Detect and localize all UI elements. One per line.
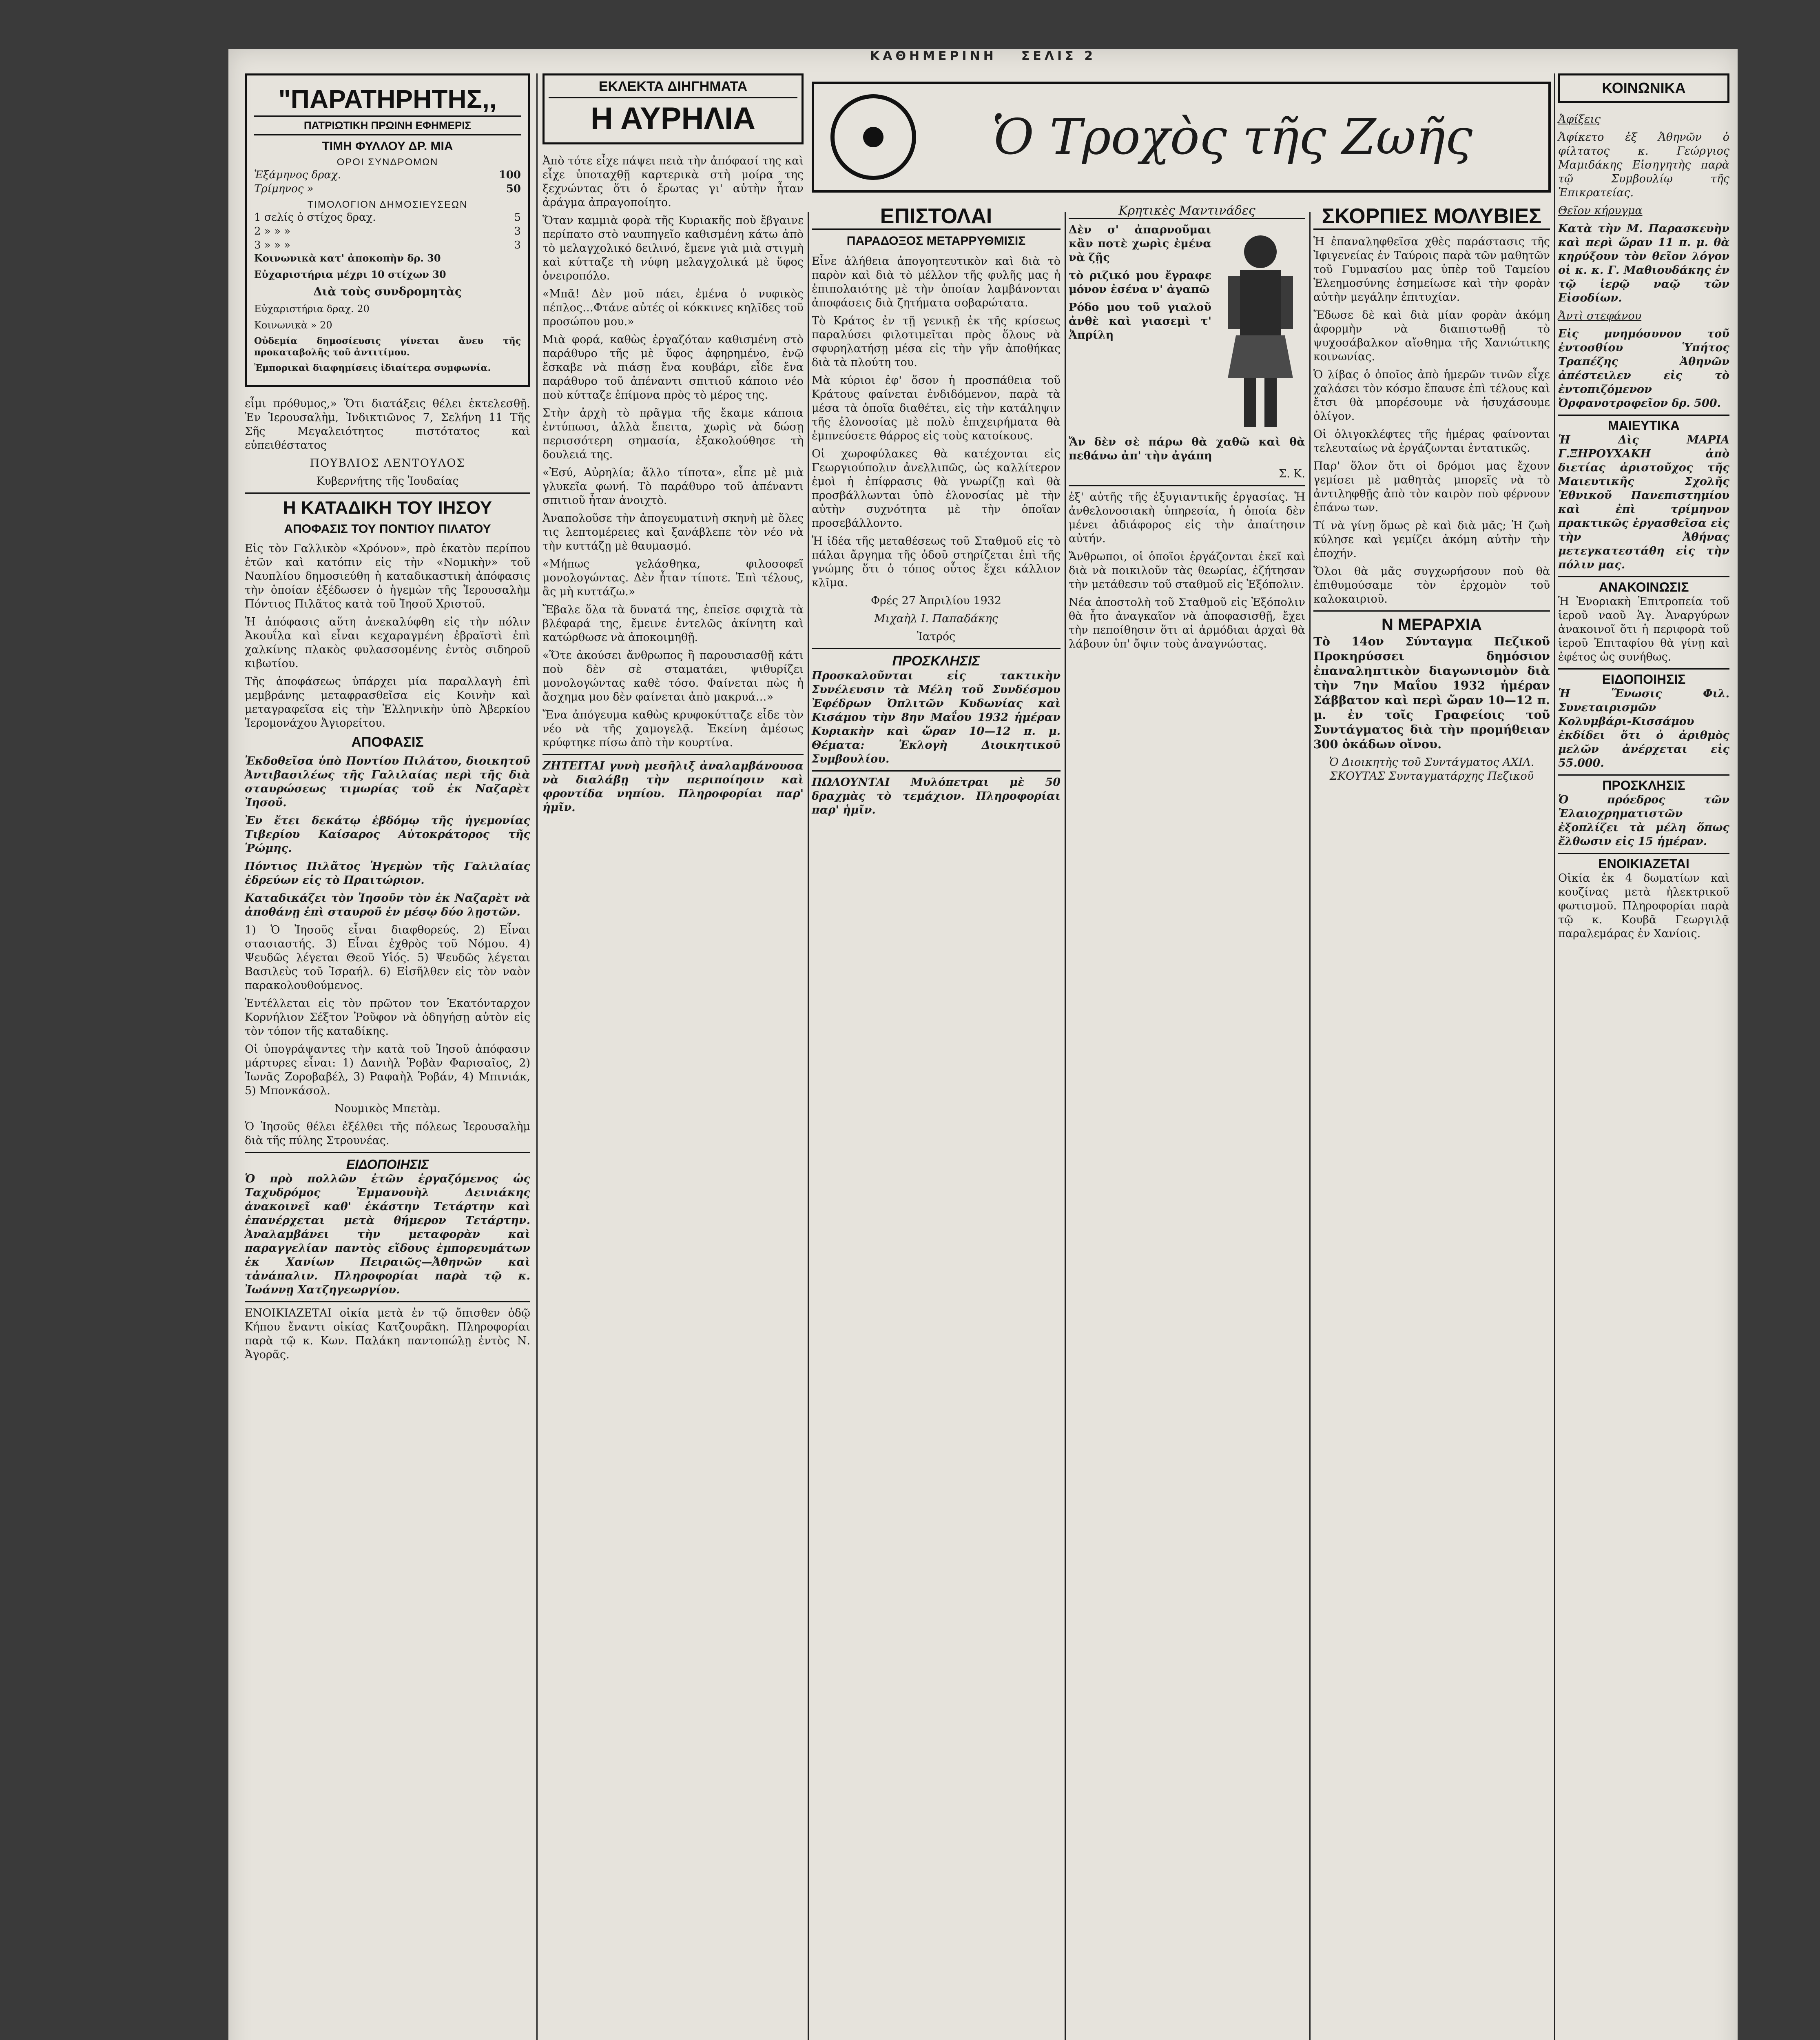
story-paragraph: Ὅταν καμμιὰ φορὰ τῆς Κυριακῆς ποὺ ἔβγαινε περίπατο στὸ ναυπηγεῖο καθισμένη κάτω ἀπὸ τὸ μελαγχολικό δειλινό, ἔμενε γιὰ μιὰ στιγμὴ καὶ κύτταζε τὴ νύφη μελαγχολικά μὲ ὕφος ὀνειροπόλο. [542, 214, 804, 282]
ad-rate-value: 3 [514, 239, 521, 251]
col1-paragraph: Ἡ ἀπόφασις αὕτη ἀνεκαλύφθη εἰς τὴν πόλιν Ἀκουΐλα καὶ εἶναι κεχαραγμένη ἐβραϊστὶ ἐπὶ χαλκίνης πλακὸς φυλασσομένης ἐντὸς σιδηροῦ κιβωτίου. [245, 616, 530, 670]
masthead-title: "ΠΑΡΑΤΗΡΗΤΗΣ,, [278, 84, 497, 114]
col1-heading: Η ΚΑΤΑΔΙΚΗ ΤΟΥ ΙΗΣΟΥ [283, 498, 492, 518]
story-paragraph: Μιὰ φορά, καθὼς ἐργαζόταν καθισμένη στὸ παράθυρο τῆς μὲ ὕφος ἀφηρημένο, ἐνῷ ἔσκαβε νὰ πιάσῃ ἔνα κουβάρι, εἶδε ἔνα παράθυρο τοῦ ἀπέναντι σπιτιοῦ κάποιο νέο ποὺ κύτταζε ἐπίμονα πρὸς τὸ μέρος της. [542, 333, 804, 401]
col1-lead-text: εἶμι πρόθυμος,» Ὅτι διατάξεις θέλει ἐκτελεσθῇ. Ἐν Ἱερουσαλὴμ, Ἰνδικτιῶνος 7, Σελήνη 11 Τῆς Σῆς Μεγαλειότητος πιστότατος καὶ εὐπειθέστατος [245, 397, 530, 452]
masthead-note: Ἐμπορικαὶ διαφημίσεις ἰδιαίτερα συμφωνία. [254, 363, 491, 373]
column-rule [808, 212, 809, 2040]
col1-paragraph: Τῆς ἀποφάσεως ὑπάρχει μία παραλλαγὴ ἐπὶ μεμβράνης μεταφρασθεῖσα εἰς Κοινὴν καὶ μεταγραφεῖσα εἰς τὴν Ἑλληνικὴν ὑπὸ Ἀβερκίου Ἱερομονάχου Ἀγιορείτου. [245, 675, 530, 730]
notice-title: ΕΙΔΟΠΟΙΗΣΙΣ [346, 1157, 429, 1172]
scattered-paragraph: Ὅλοι θὰ μᾶς συγχωρήσουν ποὺ θὰ ἐπιθυμούσαμε τὸν ἐρχομὸν τοῦ καλοκαιριοῦ. [1313, 565, 1550, 605]
top-strip-left: ΚΑΘΗΜΕΡΙΝΗ [870, 49, 997, 63]
ad-rate-label: 2 » » » [254, 225, 291, 237]
scattered-heading: ΣΚΟΡΠΙΕΣ ΜΟΛΥΒΙΕΣ [1313, 204, 1550, 230]
letters-paragraph: Τὸ Κράτος ἐν τῇ γενικῇ ἐκ τῆς κρίσεως παραλύσει φιλοτιμεῖται πρὸς ὅλους νὰ σφυρηλατήσῃ μέσα εἰς τὴν γῆν ἀποθήκας διὰ τὰ πλούτη του. [812, 315, 1061, 369]
divider [1313, 610, 1550, 612]
letters-sign-name: Μιχαὴλ Ι. Παπαδάκης [874, 612, 998, 625]
social-section-title: ΕΙΔΟΠΟΙΗΣΙΣ [1558, 668, 1729, 687]
social-section [1558, 204, 1729, 305]
apofasis-paragraph: Ἐκδοθεῖσα ὑπὸ Ποντίου Πιλάτου, διοικητοῦ Ἀντιβασιλέως τῆς Γαλιλαίας περὶ τῆς διὰ σταυρώσεως τιμωρίας τοῦ ἐκ Ναζαρὲτ Ἰησοῦ. [245, 755, 530, 809]
col1-signature: ΠΟΥΒΛΙΟΣ ΛΕΝΤΟΥΛΟΣ [310, 457, 465, 470]
letters-paragraph: Ἡ ἰδέα τῆς μεταθέσεως τοῦ Σταθμοῦ εἰς τὸ πάλαι ἄργημα τῆς ὁδοῦ στηρίζεται ἐπὶ τῆς γνώμης ὅτι ὁ τόπος οὗτος ἔχει κάλλιον κλῖμα. [812, 535, 1061, 589]
wheel-icon [830, 94, 916, 180]
rent-notice: ΕΝΟΙΚΙΑΖΕΤΑΙ οἰκία μετὰ ἐν τῷ ὄπισθεν ὁδῷ Κήπου ἔναντι οἰκίας Κατζουρᾶκη. Πληροφορίαι παρὰ τῷ κ. Κων. Παλάκη παντοπώλῃ ἐντὸς Ν. Ἀγορᾶς. [245, 1307, 530, 1361]
apofasis-paragraph: Οἱ ὑπογράψαντες τὴν κατὰ τοῦ Ἰησοῦ ἀπόφασιν μάρτυρες εἶναι: 1) Δανιὴλ Ῥοβὰν Φαρισαῖος, 2) Ἰωνᾶς Ζοροβαβέλ, 3) Ραφαὴλ Ῥοβάν, 4) Μπινιάκ, 5) Μπονκάσολ. [245, 1043, 530, 1097]
social-section-title: ΠΡΟΣΚΛΗΣΙΣ [1558, 774, 1729, 793]
sale-body: ΠΩΛΟΥΝΤΑΙ Μυλόπετραι μὲ 50 δραχμὰς τὸ τεμάχιον. Πληροφορίαι παρ' ἡμῖν. [812, 776, 1061, 816]
rate-value: 50 [506, 183, 521, 195]
letters-paragraph: Εἶνε ἀλήθεια ἀπογοητευτικὸν καὶ διὰ τὸ παρὸν καὶ διὰ τὸ μέλλον τῆς φυλῆς μας ἡ ἐπιπολαιότης μὲ τὴν ὁποίαν λαμβάνονται ἀποφάσεις διὰ ζητήματα σοβαρώτατα. [812, 255, 1061, 309]
social-section [1558, 668, 1729, 770]
scattered-paragraph: Ὁ λίβας ὁ ὁποῖος ἀπὸ ἡμερῶν τινῶν εἶχε χαλάσει τὸν κόσμο ἔπαυσε ἐπὶ τέλους καὶ ἔτσι θὰ μπορέσουμε νὰ ἡσυχάσουμε ὀλίγον. [1313, 368, 1550, 423]
social-section-text: Κατὰ τὴν Μ. Παρασκευὴν καὶ περὶ ὥραν 11 π. μ. θὰ κηρύξουν τὸν θεῖον λόγον οἱ κ. κ. Γ. Μαθιουδάκης ἐν τῷ ἱερῷ ναῷ τῶν Εἰσοδίων. [1558, 222, 1729, 304]
poem-line: Ρόδο μου τοῦ γιαλοῦ ἀνθὲ καὶ γιασεμὶ τ' Ἀπρίλη [1069, 301, 1211, 341]
invite-title: ΠΡΟΣΚΛΗΣΙΣ [892, 653, 980, 669]
social-header [1558, 73, 1729, 103]
story-paragraph: Ἔνα ἀπόγευμα καθὼς κρυφοκύτταζε εἶδε τὸν νέο νὰ τῆς χαμογελᾷ. Ἐκείνη ἀμέσως κρύφτηκε πίσω ἀπὸ τὴν κουρτίνα. [542, 709, 804, 749]
scattered-paragraph: Παρ' ὅλον ὅτι οἱ δρόμοι μας ἔχουν γεμίσει μὲ μαθητὰς μπορεῖς νὰ τὸ ἀντιληφθῇς ἀπὸ τὸν καιρὸν ποὺ φέρνουν ἐπάνω των. [1313, 460, 1550, 514]
letters-sign-place: Φρές 27 Ἀπριλίου 1932 [870, 594, 1001, 607]
divider [542, 754, 804, 755]
social-section-title: Ἀντὶ στεφάνου [1558, 310, 1642, 322]
apofasis-paragraph: Πόντιος Πιλᾶτος Ἡγεμὼν τῆς Γαλιλαίας ἐδρεύων εἰς τὸ Πραιτώριον. [245, 860, 530, 887]
masthead [245, 73, 530, 387]
poem-line: Ἄν δὲν σὲ πάρω θὰ χαθῶ καὶ θὰ πεθάνω ἀπ' τὴν ἀγάπη [1069, 436, 1305, 462]
social-section-text: Εἰς μνημόσυνον τοῦ ἐντοσθίου Ὑπήτος Τραπέζης Ἀθηνῶν ἀπέστειλεν εἰς τὸ ἐντοπιζόμενον Ὀρφανοτροφεῖον δρ. 500. [1558, 328, 1729, 410]
ad-rate-row [254, 238, 521, 252]
ad-rate-label: 3 » » » [254, 239, 291, 251]
section-banner [812, 82, 1551, 193]
column-1 [245, 73, 530, 2040]
masthead-note: Κοινωνικὰ » 20 [254, 319, 332, 331]
subscription-header: ΟΡΟΙ ΣΥΝΔΡΟΜΩΝ [337, 157, 438, 168]
apofasis-paragraph: Ἐν ἔτει δεκάτῳ ἑβδόμῳ τῆς ἡγεμονίας Τιβερίου Καίσαρος Αὐτοκράτορος τῆς Ῥώμης. [245, 814, 530, 855]
story-paragraph: Ἀπὸ τότε εἶχε πάψει πειὰ τὴν ἀπόφασί της καὶ εἶχε ὑποταχθῇ καρτερικὰ στὴ μοίρα της ξεχνώντας ὅτι ὁ ἔρωτας γι' αὐτὴν ἦταν ἀράγμα ἀπραγοποίητο. [542, 155, 804, 209]
apofasis-paragraph: Νουμικὸς Μπετὰμ. [334, 1102, 441, 1115]
apofasis-paragraph: 1) Ὁ Ἰησοῦς εἶναι διαφθορεύς. 2) Εἶναι στασιαστής. 3) Εἶναι ἐχθρὸς τοῦ Νόμου. 4) Ψευδῶς λέγεται Θεοῦ Υἱός. 5) Ψευδῶς λέγεται Βασιλεὺς τοῦ Ἰσραήλ. 6) Εἰσῆλθεν εἰς τὸν ναὸν παρακολουθούμενος. [245, 924, 530, 992]
story-paragraph: «Ὅτε ἀκούσει ἄνθρωπος ἢ παρουσιασθῇ κάτι ποὺ δὲν σὲ σταματάει, ψιθυρίζει μονολογώντας καθὲ τόσο. Φαίνεται πὼς ἡ ἄσχημα μου δὲν φαίνεται ἀπὸ μακρυά…» [542, 649, 804, 703]
notice-body: Ὁ πρὸ πολλῶν ἐτῶν ἐργαζόμενος ὡς Ταχυδρόμος Ἐμμανουὴλ Δεινιάκης ἀνακοινεῖ καθ' ἑκάστην Τετάρτην καὶ ἐπανέρχεται μετὰ θήμερον Τετάρτην. Ἀναλαμβάνει τὴν μεταφορὰν καὶ παραγγελίαν παντὸς εἴδους ἐμπορευμάτων ἐκ Χανίων Πειραιῶς—Ἀθηνῶν καὶ τἀνάπαλιν. Πληροφορίαι παρὰ τῷ κ. Ἰωάννῃ Χατζηγεωργίου. [245, 1173, 530, 1296]
top-strip-right: ΣΕΛΙΣ 2 [1021, 49, 1096, 63]
masthead-note: Κοινωνικὰ κατ' ἀποκοπὴν δρ. 30 [254, 252, 441, 264]
ad-rate-value: 5 [514, 211, 521, 224]
col1-paragraph: Εἰς τὸν Γαλλικὸν «Χρόνον», πρὸ ἑκατὸν περίπου ἐτῶν καὶ κατόπιν εἰς τὴν «Νομικὴν» τοῦ Ναυπλίου δημοσιεύθη ἡ καταδικαστικὴ ἀπόφασις τὴν ὁποίαν ἐξέδωσεν ὁ ἡγεμὼν τῆς Ἱερουσαλὴμ Πόντιος Πιλᾶτος κατὰ τοῦ Ἰησοῦ Χριστοῦ. [245, 542, 530, 610]
division-body: Τὸ 14ον Σύνταγμα Πεζικοῦ Προκηρύσσει δημόσιον ἐπαναληπτικὸν διαγωνισμὸν διὰ τὴν 7ην Μαΐου 1932 ἡμέραν Σάββατον καὶ περὶ ὥραν 10—12 π. μ. ἐν τοῖς Γραφείοις τοῦ Συντάγματος διὰ τὴν προμήθειαν 300 ὀκάδων οἴνου. [1313, 634, 1550, 751]
masthead-note: Εὐχαριστήρια δραχ. 20 [254, 303, 370, 315]
story-paragraph: «Ἐσύ, Αὐρηλία; ἄλλο τίποτα», εἶπε μὲ μιὰ γλυκεῖα φωνή. Τὸ παράθυρο τοῦ ἀπέναντι σπιτιοῦ ἦταν ἀνοιχτὸ. [542, 466, 804, 507]
social-section-text: Ἡ Ἐνοριακὴ Ἐπιτροπεία τοῦ ἱεροῦ ναοῦ Ἁγ. Ἀναργύρων ἀνακοινοῖ ὅτι ἡ περιφορὰ τοῦ ἱεροῦ Ἐπιταφίου θὰ γίνῃ καὶ ἐφέτος ὡς συνήθως. [1558, 595, 1729, 663]
divider [812, 770, 1061, 772]
divider [812, 648, 1061, 649]
rate-label: Τρίμηνος » [254, 183, 314, 195]
col2-classified: ΖΗΤΕΙΤΑΙ γυνὴ μεσῆλιξ ἀναλαμβάνουσα νὰ διαλάβῃ τὴν περιποίησιν καὶ φροντίδα νηπίου. Πληροφορίαι παρ' ἡμῖν. [542, 760, 804, 814]
col1-signature-role: Κυβερνήτης τῆς Ἰουδαίας [316, 475, 459, 488]
column-3 [812, 204, 1061, 2040]
newspaper-page [228, 49, 1738, 2040]
story-paragraph: «Μπᾶ! Δὲν μοῦ πάει, ἐμένα ὁ νυφικὸς πέπλος…Φτάνε αὐτές οἱ κόκκινες κηλῖδες τοῦ προσώπου μου.» [542, 288, 804, 328]
masthead-price: ΤΙΜΗ ΦΥΛΛΟΥ ΔΡ. ΜΙΑ [322, 140, 453, 153]
ad-rate-value: 3 [514, 225, 521, 237]
col4-paragraph: ἐξ' αὐτῆς τῆς ἐξυγιαντικῆς ἐργασίας. Ἡ ἀνθελονοσιακὴ ὑπηρεσία, ἡ ὁποία δὲν μένει ἀδιάφορος εἰς τὴν ἀπαίτησιν αὐτήν. [1069, 491, 1305, 545]
apofasis-paragraph: Ἐντέλλεται εἰς τὸν πρῶτον τον Ἑκατόνταρχον Κορνήλιον Σέξτον Ῥοῦφον νὰ ὁδηγήσῃ αὐτὸν εἰς τὸν τόπον τῆς καταδίκης. [245, 997, 530, 1038]
column-5 [1313, 204, 1550, 2040]
story-title: Η ΑΥΡΗΛΙΑ [590, 101, 756, 136]
rate-label: Ἑξάμηνος δραχ. [254, 169, 341, 181]
scattered-paragraph: Ἔδωσε δὲ καὶ διὰ μίαν φορὰν ἀκόμη ἀφορμὴν νὰ διαπιστωθῇ τὸ ψυχοσάβαλκον αἴσθημα τῆς Χανιώτικης κοινωνίας. [1313, 309, 1550, 363]
scattered-paragraph: Οἱ ὀλιγοκλέφτες τῆς ἡμέρας φαίνονται τελευταίως νὰ ἐργάζωνται ἐντατικῶς. [1313, 428, 1550, 455]
column-rule [536, 73, 538, 2040]
col1-subheading: ΑΠΟΦΑΣΙΣ ΤΟΥ ΠΟΝΤΙΟΥ ΠΙΛΑΤΟΥ [284, 522, 491, 536]
ad-rate-row [254, 211, 521, 224]
costume-figure-illustration [1216, 223, 1305, 435]
poem-signature: Σ. Κ. [1278, 468, 1305, 480]
poem-title: Κρητικὲς Μαντινάδες [1069, 204, 1305, 219]
story-paragraph: «Μήπως γελάσθηκα, φιλοσοφεῖ μονολογώντας. Δὲν ἦταν τίποτε. Ἐπὶ τέλους, ἂς μὴ κυττάζω.» [542, 558, 804, 598]
rate-row [254, 182, 521, 196]
divider [245, 492, 530, 494]
social-section-title: Θεῖον κήρυγμα [1558, 204, 1643, 217]
social-section-title: ΕΝΟΙΚΙΑΖΕΤΑΙ [1558, 853, 1729, 871]
social-section [1558, 415, 1729, 572]
social-section [1558, 853, 1729, 941]
letters-heading: ΕΠΙΣΤΟΛΑΙ [812, 204, 1061, 230]
letters-subheading: ΠΑΡΑΔΟΞΟΣ ΜΕΤΑΡΡΥΘΜΙΣΙΣ [846, 234, 1026, 248]
apofasis-title: ΑΠΟΦΑΣΙΣ [351, 734, 424, 750]
divider [1069, 485, 1305, 486]
masthead-note: Διὰ τοὺς συνδρομητὰς [313, 285, 462, 298]
social-section [1558, 309, 1729, 410]
rate-value: 100 [498, 169, 521, 181]
rate-row [254, 168, 521, 182]
letters-sign-role: Ἰατρός [917, 630, 956, 643]
story-header [542, 73, 804, 144]
masthead-subtitle: ΠΑΤΡΙΩΤΙΚΗ ΠΡΩΙΝΗ ΕΦΗΜΕΡΙΣ [254, 115, 521, 135]
social-section-title: ΑΝΑΚΟΙΝΩΣΙΣ [1558, 576, 1729, 595]
ad-rate-row [254, 224, 521, 238]
social-section-text: Ἡ Ἕνωσις Φιλ. Συνεταιρισμῶν Κολυμβάρι-Κισσάμου ἐκδίδει ὅτι ὁ ἀριθμὸς μελῶν ἀνέρχεται εἰς 55.000. [1558, 687, 1729, 769]
column-rule [1554, 73, 1555, 2040]
division-heading: Ν ΜΕΡΑΡΧΙΑ [1382, 616, 1482, 634]
apofasis-paragraph: Ὁ Ἰησοῦς θέλει ἐξέλθει τῆς πόλεως Ἱερουσαλὴμ διὰ τῆς πύλης Στρουνέας. [245, 1120, 530, 1147]
top-strip [228, 49, 1738, 65]
social-section-title: Ἀφίξεις [1558, 113, 1601, 126]
letters-paragraph: Οἱ χωροφύλακες θὰ κατέχονται εἰς Γεωργιούπολιν ἀνελλιπῶς, ὡς καλλίτερον ἐμοὶ ἡ ἐπίφρασις θὰ γνωρίζῃ καὶ θὰ προσβάλλωνται ὑπὸ ἐλονοσίας μὲ τὴν αὐτὴν συχνότητα μὲ τὴν ὁποῖαν προσεβάλλοντο. [812, 448, 1061, 530]
social-section [1558, 774, 1729, 849]
col4-paragraph: Νέα ἀποστολὴ τοῦ Σταθμοῦ εἰς Ἐξόπολιν θὰ ἦτο ἀναγκαῖον νὰ ἀποφασισθῇ, ἔχει τὴν πεποίθησιν ὅτι αἱ ἀρμόδιαι ἀρχαὶ θὰ λάβουν ὑπ' ὄψιν τοὺς ἀναγνώστας. [1069, 596, 1305, 650]
social-section-title: ΜΑΙΕΥΤΙΚΑ [1558, 415, 1729, 433]
social-section [1558, 576, 1729, 664]
social-section [1558, 113, 1729, 200]
column-4 [1069, 204, 1305, 2040]
column-rule [1309, 212, 1311, 2040]
scattered-paragraph: Τί νὰ γίνῃ ὅμως ρὲ καὶ διὰ μᾶς; Ἡ ζωὴ κύλησε καὶ γεμίζει ἀκόμη αὐτὴν τὴν ἐποχήν. [1313, 519, 1550, 560]
banner-title: Ὁ Τροχὸς τῆς Ζωῆς [992, 109, 1473, 166]
story-paragraph: Στὴν ἀρχὴ τὸ πρᾶγμα τῆς ἔκαμε κάποια ἐντύπωσι, ἀλλὰ ἔπειτα, χωρὶς νὰ δώσῃ περισσότερη σημασία, ἐξακολούθησε τὴ δουλειά της. [542, 407, 804, 461]
poem-line: τὸ ριζικό μου ἔγραφε μόνον ἐσένα ν' ἀγαπῶ [1069, 269, 1211, 296]
division-signature: Ὁ Διοικητὴς τοῦ Συντάγματος ΑΧΙΛ. ΣΚΟΥΤΑΣ Συνταγματάρχης Πεζικοῦ [1329, 756, 1534, 783]
social-heading: ΚΟΙΝΩΝΙΚΑ [1602, 80, 1686, 96]
col4-paragraph: Ἄνθρωποι, οἱ ὁποῖοι ἐργάζονται ἐκεῖ καὶ διὰ νὰ ποικιλοῦν τὰς θεωρίας, ἐζήτησαν τὴν μετάθεσιν τοῦ σταθμοῦ εἰς Ἐξόπολιν. [1069, 550, 1305, 591]
column-6 [1558, 73, 1729, 2040]
column-rule [1065, 212, 1066, 2040]
apofasis-paragraph: Καταδικάζει τὸν Ἰησοῦν τὸν ἐκ Ναζαρὲτ νὰ ἀποθάνῃ ἐπὶ σταυροῦ ἐν μέσῳ δύο λῃστῶν. [245, 892, 530, 918]
letters-paragraph: Μὰ κύριοι ἐφ' ὅσον ἡ προσπάθεια τοῦ Κράτους φαίνεται ἐνδιδόμενον, παρὰ τὰ μέσα τὰ ὁποῖα διαθέτει, εἰς τὴν κατάληψιν τῆς ἐλονοσίας μὲ πολὺ ἐπιχειρήματα θὰ ἐμπνεύσετε θάρρος εἰς τοὺς κατοίκους. [812, 374, 1061, 442]
social-section-text: Ἡ Δὶς ΜΑΡΙΑ Γ.ΞΗΡΟΥΧΑΚΗ ἀπὸ διετίας ἀριστοῦχος τῆς Μαιευτικῆς Σχολῆς Ἐθνικοῦ Πανεπιστημίου καὶ ἐπὶ τρίμηνον πρακτικῶς ἐργασθεῖσα εἰς τὴν Ἀθήνας μετεγκατεστάθη εἰς τὴν πόλιν μας. [1558, 434, 1729, 571]
poem-line: Δὲν σ' ἀπαρνοῦμαι κἂν ποτὲ χωρὶς ἐμένα νὰ ζῇς [1069, 224, 1211, 264]
masthead-note: Οὐδεμία δημοσίευσις γίνεται ἄνευ τῆς προκαταβολῆς τοῦ ἀντιτίμου. [254, 336, 521, 358]
social-section-text: Ἀφίκετο ἐξ Ἀθηνῶν ὁ φίλτατος κ. Γεώργιος Μαμιδάκης Εἰσηγητὴς παρὰ τῷ Συμβουλίῳ τῆς Ἐπικρατείας. [1558, 131, 1729, 199]
masthead-note: Εὐχαριστήρια μέχρι 10 στίχων 30 [254, 268, 446, 280]
story-kicker: ΕΚΛΕΚΤΑ ΔΙΗΓΗΜΑΤΑ [549, 79, 797, 98]
ads-header: ΤΙΜΟΛΟΓΙΟΝ ΔΗΜΟΣΙΕΥΣΕΩΝ [307, 199, 468, 210]
social-section-text: Οἰκία ἐκ 4 δωματίων καὶ κουζίνας μετὰ ἡλεκτρικοῦ φωτισμοῦ. Πληροφορίαι παρὰ τῷ κ. Κουβᾶ Γεωργιλᾷ παραλεμάρας ἐν Χανίοις. [1558, 872, 1729, 940]
divider [245, 1301, 530, 1302]
story-paragraph: Ἔβαλε ὅλα τὰ δυνατά της, ἐπεῖσε σφιχτὰ τὰ βλέφαρά της, ἔμεινε ἐντελῶς ἀκίνητη καὶ κατώρθωσε νὰ ἀποκοιμηθῇ. [542, 603, 804, 644]
story-paragraph: Ἀναπολοῦσε τὴν ἀπογευματινὴ σκηνὴ μὲ ὅλες τις λεπτομέρειες καὶ ξανάβλεπε τὸν νέο νὰ τὴν κυττάζῃ μὲ θαυμασμό. [542, 512, 804, 552]
ad-rate-label: 1 σελίς ὁ στίχος δραχ. [254, 211, 376, 224]
social-section-text: Ὁ πρόεδρος τῶν Ἐλαιοχρηματιστῶν ἐξοπλίζει τὰ μέλη ὅπως ἔλθωσιν εἰς 15 ἡμέραν. [1558, 794, 1729, 848]
invite-body: Προσκαλοῦνται εἰς τακτικὴν Συνέλευσιν τὰ Μέλη τοῦ Συνδέσμου Ἐφέδρων Ὀπλιτῶν Κυδωνίας καὶ Κισάμου τὴν 8ην Μαΐου 1932 ἡμέραν Κυριακὴν καὶ ὥραν 10—12 π. μ. Θέματα: Ἐκλογὴ Διοικητικοῦ Συμβουλίου. [812, 670, 1061, 765]
column-2 [542, 73, 804, 2040]
scattered-paragraph: Ἡ ἐπαναληφθεῖσα χθὲς παράστασις τῆς Ἰφιγενείας ἐν Ταύροις παρὰ τῶν μαθητῶν τοῦ Γυμνασίου μας ὑπὲρ τοῦ Ταμείου Ἐλεημοσύνης ἐσημείωσε καὶ τὴν φορὰν αὐτὴν μεγάλην ἐπιτυχίαν. [1313, 235, 1550, 304]
divider [245, 1152, 530, 1153]
